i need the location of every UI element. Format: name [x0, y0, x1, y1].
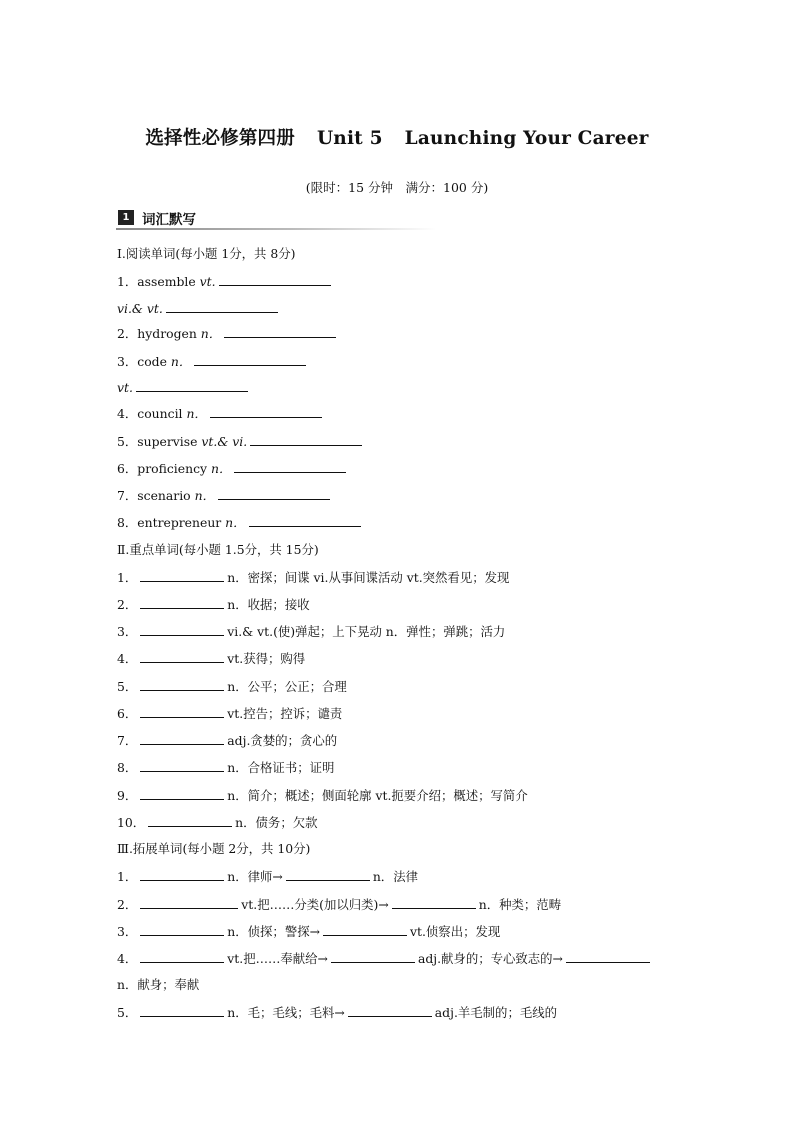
- list-item: 4． vt.把……奉献给→ adj.献身的；专心致志的→: [117, 950, 653, 967]
- answer-blank[interactable]: [136, 379, 248, 392]
- answer-blank[interactable]: [140, 950, 224, 963]
- list-item: 5．supervise vt.& vi.: [117, 433, 365, 450]
- answer-blank[interactable]: [140, 868, 224, 881]
- list-item: 7．scenario n．: [117, 487, 333, 504]
- answer-blank[interactable]: [166, 300, 278, 313]
- answer-blank[interactable]: [331, 950, 415, 963]
- list-item: 1． n．律师→ n．法律: [117, 869, 418, 884]
- list-item: 1．assemble vt.: [117, 273, 334, 290]
- section-header: [116, 208, 436, 228]
- title-chinese: 选择性必修第四册: [145, 128, 295, 149]
- answer-blank[interactable]: [218, 487, 330, 500]
- list-item: 2． n．收据；接收: [117, 597, 310, 612]
- list-item: 4．council n．: [117, 405, 325, 422]
- answer-blank[interactable]: [566, 950, 650, 963]
- worksheet-title: [0, 124, 794, 150]
- section-badge: 1: [118, 210, 134, 225]
- answer-blank[interactable]: [234, 460, 346, 473]
- answer-blank[interactable]: [140, 923, 224, 936]
- list-item: 7． adj.贪婪的；贪心的: [117, 733, 338, 748]
- part3-heading: Ⅲ.拓展单词(每小题 2分，共 10分): [117, 841, 311, 856]
- answer-blank[interactable]: [194, 353, 306, 366]
- answer-blank[interactable]: [140, 596, 224, 609]
- time-score-note: (限时：15 分钟 满分：100 分): [305, 180, 489, 195]
- answer-blank[interactable]: [140, 732, 224, 745]
- answer-blank[interactable]: [140, 1004, 224, 1017]
- list-item: 6． vt.控告；控诉；谴责: [117, 706, 343, 721]
- section-divider: [116, 228, 436, 230]
- list-item: 10． n．债务；欠款: [117, 815, 318, 830]
- list-item: 1． n．密探；间谍 vi.从事间谍活动 vt.突然看见；发现: [117, 570, 510, 585]
- answer-blank[interactable]: [392, 896, 476, 909]
- part1-heading: Ⅰ.阅读单词(每小题 1分，共 8分): [117, 246, 296, 261]
- list-item: 3．code n．: [117, 353, 309, 370]
- list-item: 3． vi.& vt.(使)弹起；上下晃动 n．弹性；弹跳；活力: [117, 624, 506, 639]
- part2-heading: Ⅱ.重点单词(每小题 1.5分，共 15分): [117, 542, 319, 557]
- answer-blank[interactable]: [140, 623, 224, 636]
- list-item: 8． n．合格证书；证明: [117, 760, 335, 775]
- answer-blank[interactable]: [148, 814, 232, 827]
- title-topic: Launching Your Career: [404, 128, 649, 149]
- list-item: 8．entrepreneur n．: [117, 514, 364, 531]
- list-item: 3． n．侦探；警探→ vt.侦察出；发现: [117, 924, 501, 939]
- list-item: 6．proficiency n．: [117, 460, 349, 477]
- answer-blank[interactable]: [219, 273, 331, 286]
- title-unit: Unit 5: [316, 128, 383, 149]
- answer-blank[interactable]: [210, 405, 322, 418]
- answer-blank[interactable]: [286, 868, 370, 881]
- answer-blank[interactable]: [140, 705, 224, 718]
- answer-blank[interactable]: [140, 650, 224, 663]
- list-item: 2． vt.把……分类(加以归类)→ n．种类；范畴: [117, 897, 562, 912]
- answer-blank[interactable]: [323, 923, 407, 936]
- list-item-continued: n．献身；奉献: [117, 977, 200, 992]
- section-label: 词汇默写: [142, 212, 196, 228]
- list-item: 4． vt.获得；购得: [117, 651, 306, 666]
- list-item: 9． n．简介；概述；侧面轮廓 vt.扼要介绍；概述；写简介: [117, 788, 528, 803]
- answer-blank[interactable]: [140, 896, 238, 909]
- list-item: 5． n．毛；毛线；毛料→ adj.羊毛制的；毛线的: [117, 1005, 558, 1020]
- list-item: 2．hydrogen n．: [117, 325, 339, 342]
- answer-blank[interactable]: [140, 787, 224, 800]
- answer-blank[interactable]: [249, 514, 361, 527]
- list-item: vt.: [117, 379, 251, 396]
- answer-blank[interactable]: [140, 759, 224, 772]
- answer-blank[interactable]: [250, 433, 362, 446]
- answer-blank[interactable]: [140, 569, 224, 582]
- list-item: vi.& vt.: [117, 300, 281, 317]
- list-item: 5． n．公平；公正；合理: [117, 679, 347, 694]
- answer-blank[interactable]: [140, 678, 224, 691]
- answer-blank[interactable]: [348, 1004, 432, 1017]
- answer-blank[interactable]: [224, 325, 336, 338]
